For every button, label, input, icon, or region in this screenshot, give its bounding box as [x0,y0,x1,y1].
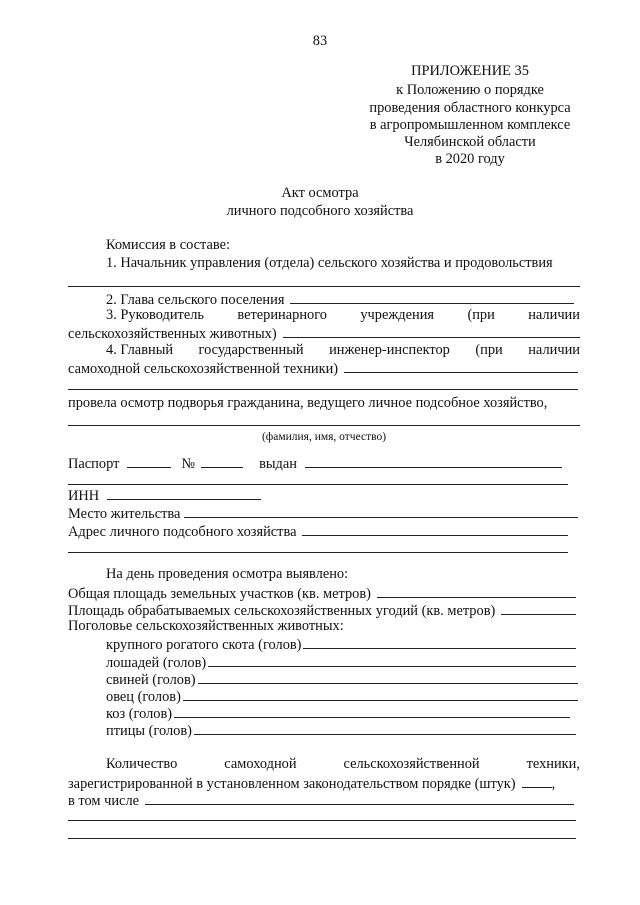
livestock-header: Поголовье сельскохозяйственных животных: [68,618,344,634]
inn-row [68,486,261,505]
livestock-label: коз (голов) [106,706,173,722]
passport-number-blank [201,454,243,468]
appendix-line: Челябинской области [404,134,536,150]
residence-row [68,504,578,523]
act-subtitle: личного подсобного хозяйства [226,203,414,219]
inn-label: ИНН [68,488,100,504]
page-number: 83 [312,33,328,49]
commission-word: наличии [528,307,580,323]
appendix-line: проведения областного конкурса [369,100,571,116]
machinery-word: самоходной [224,756,297,772]
act-title: Акт осмотра [281,185,359,201]
commission-item-4-cont [68,359,578,378]
machinery-count-blank [522,774,552,788]
passport-series-blank [127,454,171,468]
livestock-row [106,635,576,654]
commission-word: 4. Главный [106,342,174,358]
findings-intro: На день проведения осмотра выявлено: [106,566,349,582]
appendix-line: в 2020 году [435,151,505,167]
machinery-word: сельскохозяйственной [343,756,480,772]
blank-line [68,425,580,426]
blank-line [107,486,261,500]
machinery-registered-label: зарегистрированной в установленном законодательством порядке (штук) [68,776,516,792]
blank-line [501,601,576,615]
blank-line [194,721,576,735]
blank-line [68,838,576,839]
issued-label: выдан [259,456,297,472]
commission-item-4-label: самоходной сельскохозяйственной техники) [68,361,339,377]
appendix-line: к Положению о порядке [396,82,544,98]
appendix-title: ПРИЛОЖЕНИЕ 35 [411,63,529,79]
commission-word: государственный [198,342,304,358]
commission-word: (при [475,342,503,358]
blank-line [344,359,578,373]
commission-item-3-label: сельскохозяйственных животных) [68,326,277,342]
blank-line [208,653,576,667]
machinery-word: техники, [526,756,580,772]
commission-item-3 [106,307,580,324]
commission-item-3-cont [68,324,580,343]
commission-item-2-label: 2. Глава сельского поселения [106,292,285,308]
blank-line [68,286,580,287]
livestock-label: овец (голов) [106,689,181,705]
livestock-label: лошадей (голов) [106,655,207,671]
blank-line [302,522,568,536]
land-cultivated-label: Площадь обрабатываемых сельскохозяйственных угодий (кв. метров) [68,603,496,619]
machinery-registered-end: , [551,776,556,792]
number-sign: № [181,456,196,472]
machinery-including-label: в том числе [68,793,140,809]
blank-line [283,324,580,338]
blank-line [290,290,574,304]
blank-line [198,670,578,684]
commission-word: учреждения [360,307,435,323]
blank-line [184,504,578,518]
commission-word: ветеринарного [237,307,327,323]
residence-label: Место жительства [68,506,181,522]
machinery-line [106,756,580,773]
livestock-row [106,721,576,740]
commission-item-4 [106,342,580,359]
inspection-line: провела осмотр подворья гражданина, ведущего личное подсобное хозяйство, [68,395,548,411]
farm-address-label: Адрес личного подсобного хозяйства [68,524,297,540]
blank-line [145,791,574,805]
blank-line [305,454,562,468]
commission-item-1: 1. Начальник управления (отдела) сельского хозяйства и продовольствия [106,255,553,271]
blank-line [183,687,578,701]
commission-word: наличии [528,342,580,358]
fio-caption: (фамилия, имя, отчество) [261,431,387,443]
machinery-including-row [68,791,574,810]
blank-line [174,704,570,718]
livestock-label: птицы (голов) [106,723,192,739]
farm-address-row [68,522,568,541]
passport-label: Паспорт [68,456,120,472]
land-total-label: Общая площадь земельных участков (кв. метров) [68,586,371,602]
blank-line [68,820,576,821]
commission-word: (при [467,307,495,323]
livestock-label: крупного рогатого скота (голов) [106,637,302,653]
blank-line [68,552,568,553]
livestock-label: свиней (голов) [106,672,196,688]
commission-word: инженер-инспектор [329,342,450,358]
blank-line [68,389,578,390]
commission-intro: Комиссия в составе: [106,237,230,253]
commission-word: 3. Руководитель [106,307,204,323]
blank-line [68,484,568,485]
appendix-line: в агропромышленном комплексе [369,117,571,133]
blank-line [303,635,576,649]
passport-row [68,454,562,473]
blank-line [377,584,576,598]
machinery-word: Количество [106,756,178,772]
